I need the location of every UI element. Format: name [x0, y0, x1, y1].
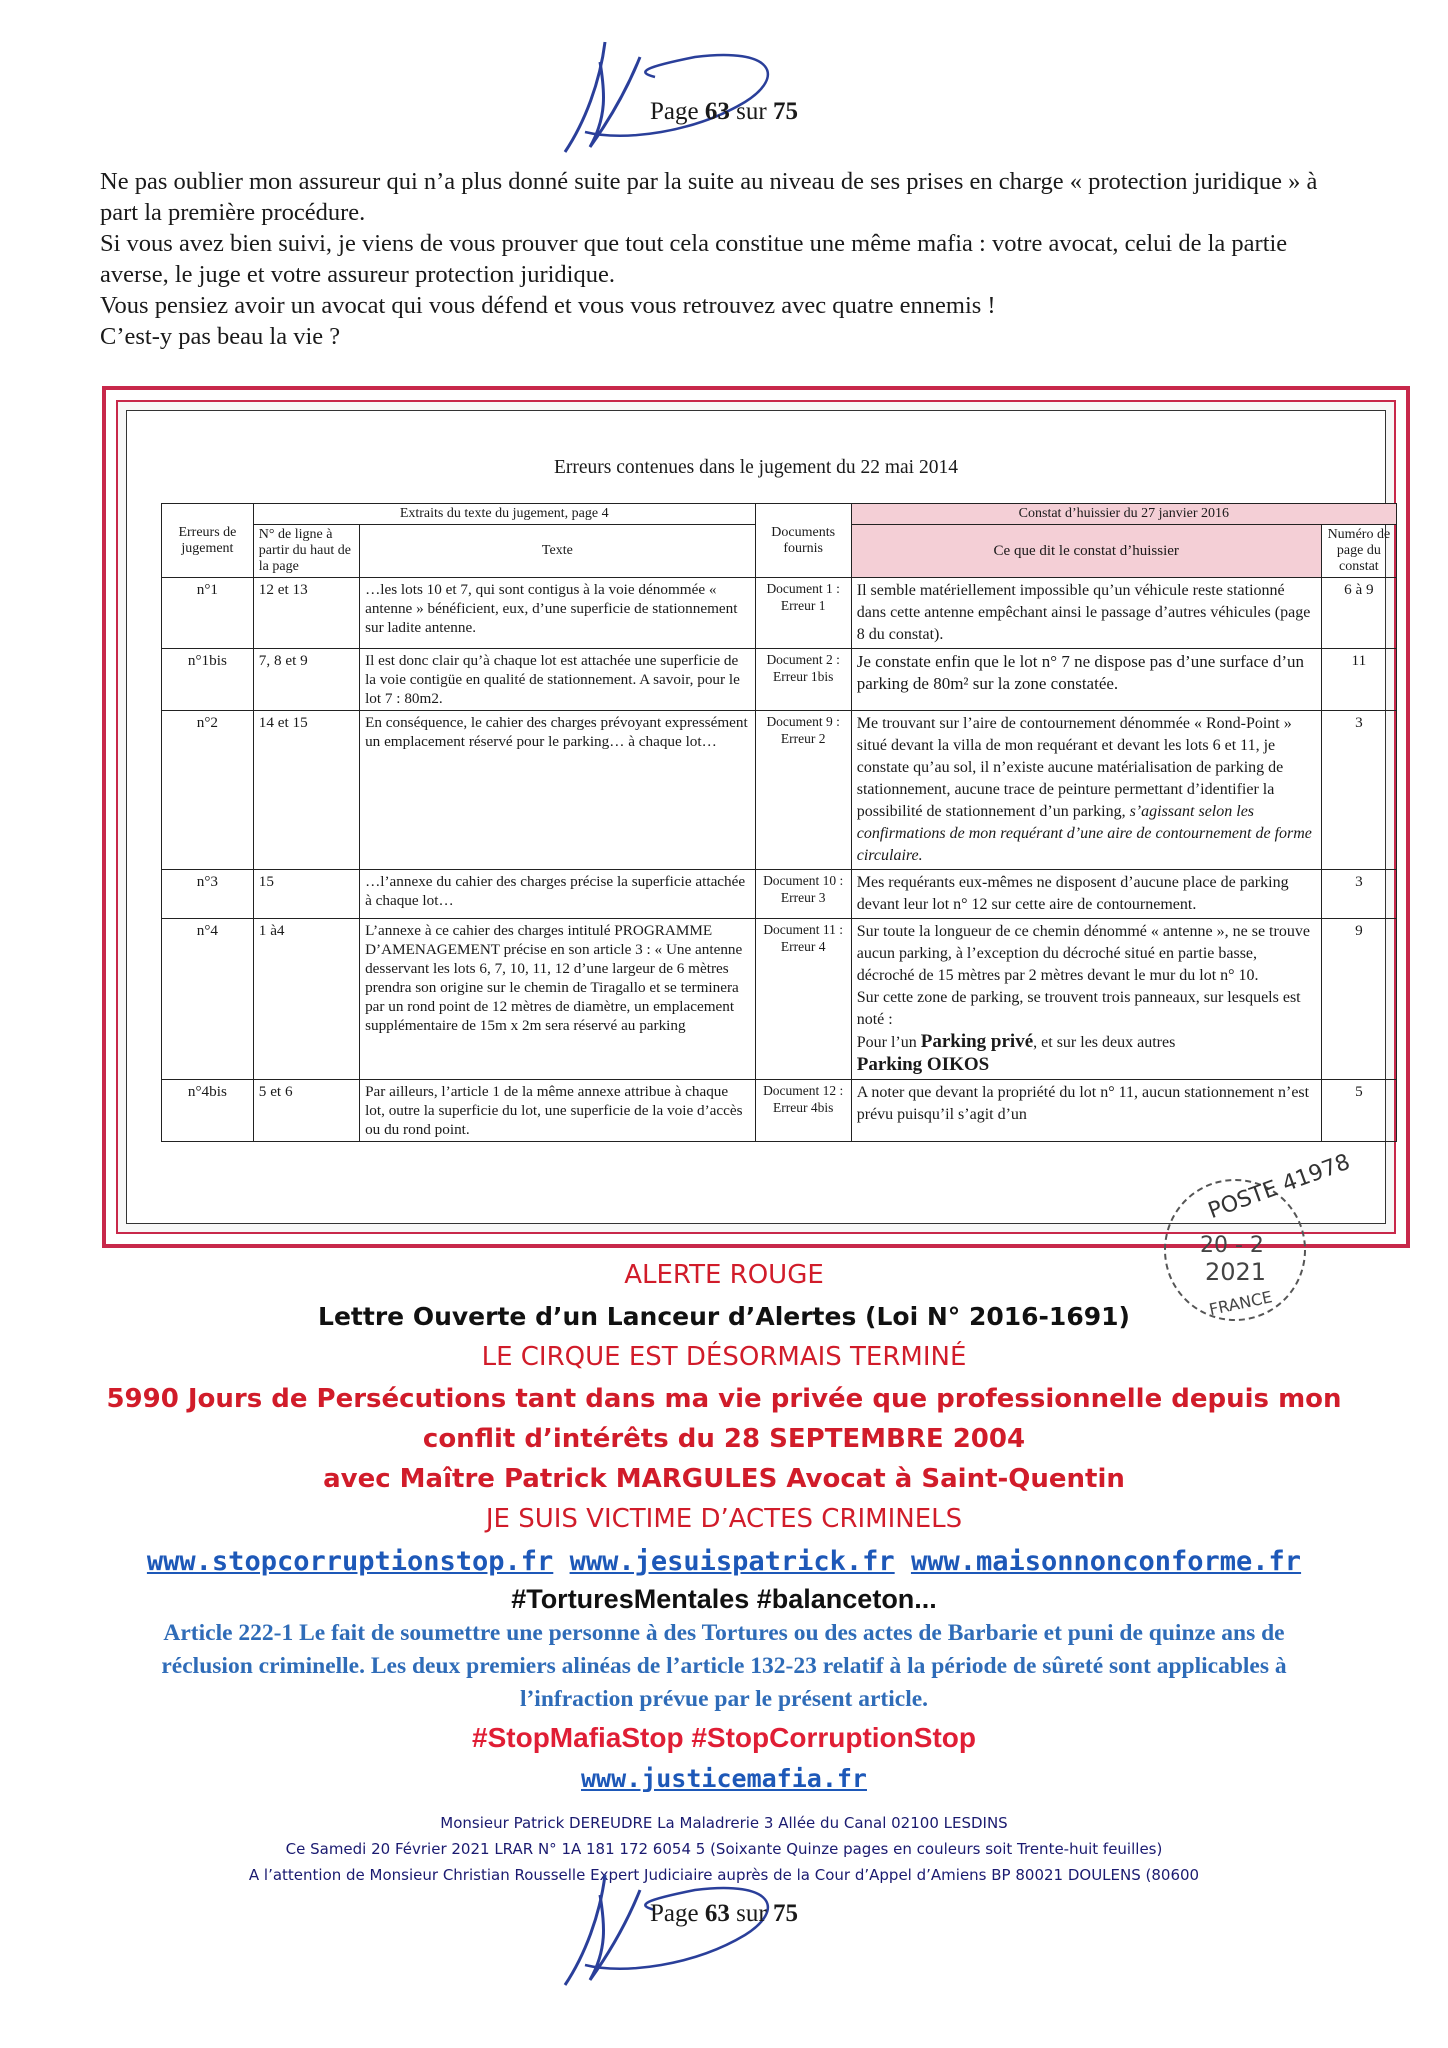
cell-lines: 14 et 15: [253, 711, 359, 870]
cell-document: Document 12 : Erreur 4bis: [755, 1080, 851, 1142]
errors-table: [161, 503, 1397, 1142]
errors-table-frame: [102, 386, 1410, 1248]
cell-error: n°2: [162, 711, 254, 870]
page-footer: Page 63 sur 75: [650, 1900, 798, 1927]
col-header-page: Numéro de page du constat: [1321, 525, 1396, 578]
link-maisonnonconforme[interactable]: www.maisonnonconforme.fr: [910, 1546, 1302, 1577]
link-jesuispatrick[interactable]: www.jesuispatrick.fr: [569, 1546, 895, 1577]
intro-paragraph: Ne pas oublier mon assureur qui n’a plus donné suite par la suite au niveau de ses prises en charge « protection juridique » à part la première procédure.: [100, 168, 1318, 226]
cell-constat: A noter que devant la propriété du lot n° 11, aucun stationnement n’est prévu puisqu’il s’agit d’un: [851, 1080, 1321, 1142]
cell-constat: Mes requérants eux-mêmes ne disposent d’aucune place de parking devant leur lot n° 12 sur cette aire de contournement.: [851, 870, 1321, 919]
stamp-line1: POSTE 41978: [1205, 1149, 1354, 1225]
cell-lines: 1 à4: [253, 919, 359, 1080]
cell-page: 9: [1321, 919, 1396, 1080]
hashtags-red: #StopMafiaStop #StopCorruptionStop: [472, 1722, 976, 1753]
stamp-line2: 20 - 2: [1200, 1233, 1264, 1258]
cell-constat: Il semble matériellement impossible qu’un véhicule reste stationné dans cette antenne empêchant ainsi le passage d’autres véhicules (page 8 du constat).: [851, 578, 1321, 649]
col-header-constat: Ce que dit le constat d’huissier: [851, 525, 1321, 578]
alert-title: ALERTE ROUGE: [624, 1260, 824, 1290]
col-header-errors: Erreurs de jugement: [162, 504, 254, 578]
col-header-documents: Documents fournis: [755, 504, 851, 578]
cell-error: n°4: [162, 919, 254, 1080]
cell-lines: 12 et 13: [253, 578, 359, 649]
alert-line7: JE SUIS VICTIME D’ACTES CRIMINELS: [485, 1504, 963, 1534]
table-row: [162, 578, 1397, 649]
cell-page: 6 à 9: [1321, 578, 1396, 649]
signature-top: [545, 22, 805, 162]
intro-paragraph: Si vous avez bien suivi, je viens de vous prouver que tout cela constitue une même mafia : votre avocat, celui de la partie averse, le juge et votre assureur protection juridique.: [100, 230, 1288, 288]
footer-address: Monsieur Patrick DEREUDRE La Maladrerie 3 Allée du Canal 02100 LESDINS: [440, 1814, 1008, 1832]
cell-error: n°3: [162, 870, 254, 919]
links-row: [0, 1546, 1448, 1577]
justice-link-row: [0, 1764, 1448, 1793]
cell-page: 3: [1321, 870, 1396, 919]
cell-document: Document 10 : Erreur 3: [755, 870, 851, 919]
cell-error: n°1bis: [162, 649, 254, 711]
intro-paragraph: C’est-y pas beau la vie ?: [100, 323, 341, 350]
cell-page: 5: [1321, 1080, 1396, 1142]
alert-line5: conflit d’intérêts du 28 SEPTEMBRE 2004: [422, 1424, 1026, 1454]
intro-paragraph: Vous pensiez avoir un avocat qui vous défend et vous vous retrouvez avec quatre ennemis !: [100, 292, 996, 319]
table-title: Erreurs contenues dans le jugement du 22 mai 2014: [554, 457, 958, 478]
cell-error: n°4bis: [162, 1080, 254, 1142]
cell-document: Document 9 : Erreur 2: [755, 711, 851, 870]
cell-text: Par ailleurs, l’article 1 de la même annexe attribue à chaque lot, outre la superficie du lot, une superficie de la voie d’accès ou du rond point.: [360, 1080, 756, 1142]
stamp-line3: 2021: [1205, 1258, 1267, 1286]
link-stopcorruptionstop[interactable]: www.stopcorruptionstop.fr: [146, 1546, 554, 1577]
table-row: [162, 919, 1397, 1080]
cell-constat: Me trouvant sur l’aire de contournement dénommée « Rond-Point » situé devant la villa de mon requérant et devant les lots 6 et 11, je constate qu’au sol, il n’existe aucune matérialisation de parking de stationnement, aucune trace de peinture permettant d’identifier la possibilité de stationnement d’un parking, s’agissant selon les confirmations de mon requérant d’une aire de contournement de forme circulaire.: [851, 711, 1321, 870]
group-header-extraits: Extraits du texte du jugement, page 4: [253, 504, 755, 525]
alert-subtitle: Lettre Ouverte d’un Lanceur d’Alertes (Loi N° 2016-1691): [318, 1302, 1130, 1331]
cell-page: 3: [1321, 711, 1396, 870]
cell-document: Document 1 : Erreur 1: [755, 578, 851, 649]
cell-lines: 15: [253, 870, 359, 919]
footer-attention: A l’attention de Monsieur Christian Rousselle Expert Judiciaire auprès de la Cour d’Appel d’Amiens BP 80021 DOULENS (80600: [248, 1866, 1200, 1884]
cell-constat: Je constate enfin que le lot n° 7 ne dispose pas d’une surface d’un parking de 80m² sur la zone constatée.: [851, 649, 1321, 711]
hashtags: #TorturesMentales #balanceton...: [511, 1584, 937, 1614]
cell-page: 11: [1321, 649, 1396, 711]
alert-line6: avec Maître Patrick MARGULES Avocat à Saint-Quentin: [323, 1464, 1125, 1494]
article-222-1: Article 222-1 Le fait de soumettre une personne à des Tortures ou des actes de Barbarie et puni de quinze ans de réclusion criminelle. Les deux premiers alinéas de l’article 132-23 relatif à la période de sûreté sont applicables à l’infraction prévue par le présent article.: [161, 1620, 1287, 1712]
cell-text: En conséquence, le cahier des charges prévoyant expressément un emplacement réservé pour le parking… à chaque lot…: [360, 711, 756, 870]
alert-line4: 5990 Jours de Persécutions tant dans ma vie privée que professionnelle depuis mon: [106, 1384, 1342, 1414]
table-row: [162, 870, 1397, 919]
cell-lines: 5 et 6: [253, 1080, 359, 1142]
table-row: [162, 649, 1397, 711]
table-row: [162, 1080, 1397, 1142]
group-header-constat: Constat d’huissier du 27 janvier 2016: [851, 504, 1396, 525]
stamp-line4: FRANCE: [1207, 1287, 1274, 1320]
cell-error: n°1: [162, 578, 254, 649]
link-justicemafia[interactable]: www.justicemafia.fr: [581, 1764, 867, 1793]
cell-text: L’annexe à ce cahier des charges intitulé PROGRAMME D’AMENAGEMENT précise en son article 3 : « Une antenne desservant les lots 6, 7, 10, 11, 12 d’une largeur de 6 mètres prendra son origine sur le chemin de Tiragallo et se terminera par un rond point de 12 mètres de diamètre, un emplacement supplémentaire de 15m x 2m sera réservé au parking: [360, 919, 756, 1080]
col-header-text: Texte: [360, 525, 756, 578]
col-header-line: N° de ligne à partir du haut de la page: [253, 525, 359, 578]
cell-document: Document 11 : Erreur 4: [755, 919, 851, 1080]
footer-lrar: Ce Samedi 20 Février 2021 LRAR N° 1A 181 172 6054 5 (Soixante Quinze pages en couleurs soit Trente-huit feuilles): [285, 1840, 1163, 1858]
cell-constat: Sur toute la longueur de ce chemin dénommé « antenne », ne se trouve aucun parking, à l’exception du décroché situé en partie basse, décroché de 15 mètres par 2 mètres devant le mur du lot n° 10. Sur cette zone de parking, se trouvent trois panneaux, sur lesquels est noté : Pour l’un Parking privé, et sur les deux autres Parking OIKOS: [851, 919, 1321, 1080]
cell-lines: 7, 8 et 9: [253, 649, 359, 711]
cell-text: …les lots 10 et 7, qui sont contigus à la voie dénommée « antenne » bénéficient, eux, d’une superficie de stationnement sur ladite antenne.: [360, 578, 756, 649]
cell-document: Document 2 : Erreur 1bis: [755, 649, 851, 711]
page-header: Page 63 sur 75: [650, 98, 798, 125]
intro-text: [100, 166, 1360, 352]
table-row: [162, 711, 1397, 870]
alert-line3: LE CIRQUE EST DÉSORMAIS TERMINÉ: [481, 1342, 967, 1372]
cell-text: …l’annexe du cahier des charges précise la superficie attachée à chaque lot…: [360, 870, 756, 919]
cell-text: Il est donc clair qu’à chaque lot est attachée une superficie de la voie contigüe en qualité de stationnement. A savoir, pour le lot 7 : 80m2.: [360, 649, 756, 711]
